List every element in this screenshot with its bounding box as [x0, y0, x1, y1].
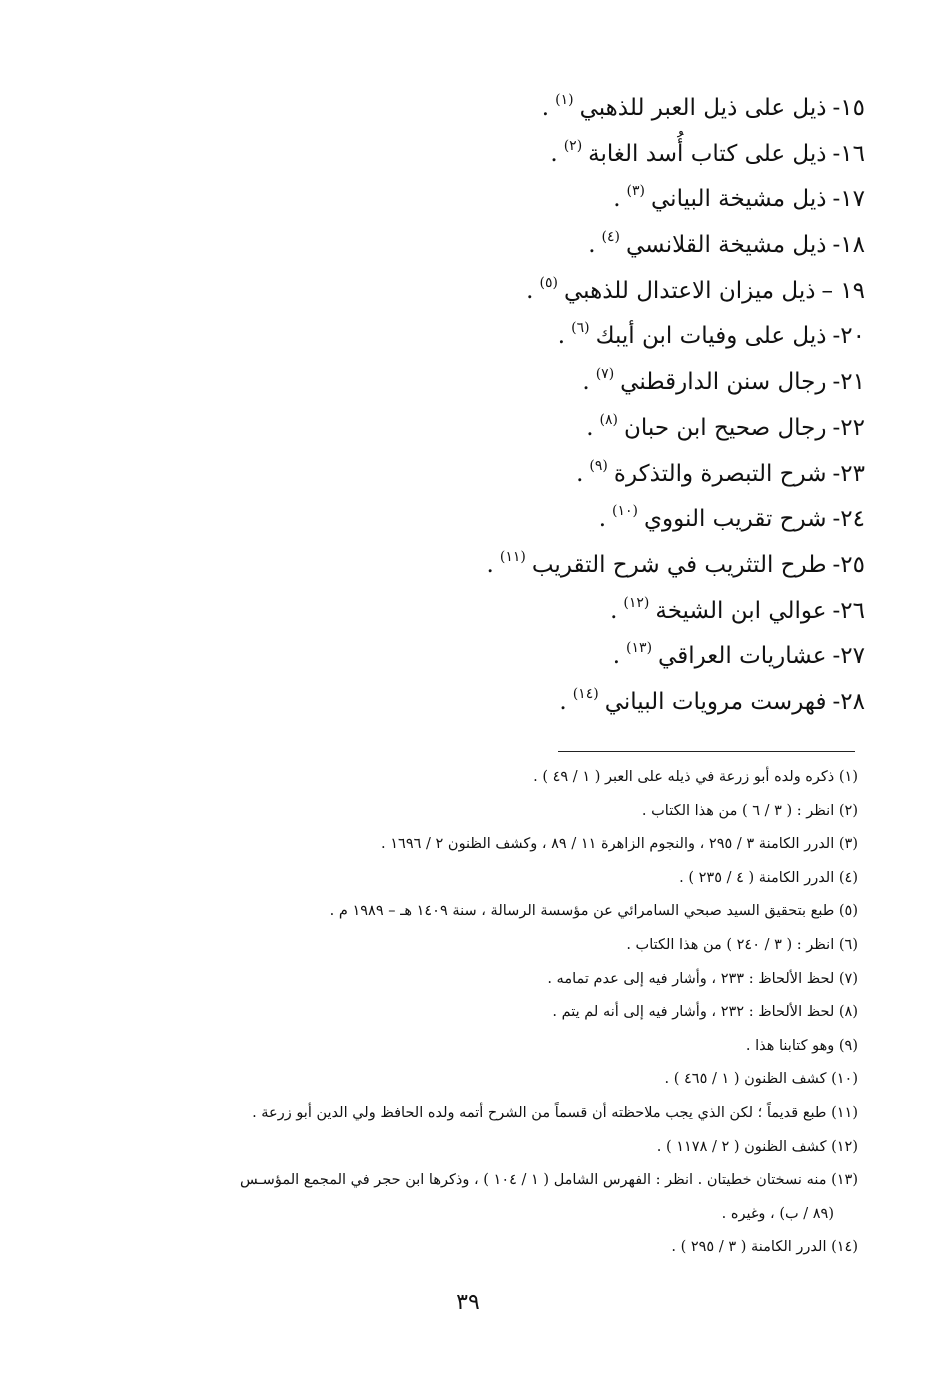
item-number: ١٦- [832, 140, 865, 167]
footnote: (٧) لحظ الألحاظ : ٢٣٣ ، وأشار فيه إلى عدم تمامه . [547, 970, 858, 987]
item-end: . [576, 460, 584, 487]
item-title: رجال سنن الدارقطني [620, 369, 827, 396]
item-number: ٢٨- [832, 688, 865, 715]
item-title: ذيل على كتاب أُسد الغابة [588, 140, 827, 167]
item-end: . [598, 506, 607, 533]
item-number: ٢٤- [832, 506, 865, 533]
item-number: ١٥- [832, 95, 865, 121]
item-end: . [613, 186, 621, 213]
footnote: (١) ذكره ولده أبو زرعة في ذيله على العبر ( ١ / ٤٩ ) . [533, 769, 858, 785]
list-item [405, 406, 865, 452]
item-end: . [612, 643, 621, 670]
item-end: . [550, 140, 558, 167]
item-number: ٢٦- [832, 597, 865, 624]
item-end: . [559, 688, 567, 715]
item-number: ٢٢- [832, 414, 865, 441]
list-item [405, 634, 865, 680]
footnote-ref: (٤) [601, 229, 620, 246]
item-title: ذيل على وفيات ابن أيبك [595, 323, 827, 350]
footnote-ref: (١٤) [572, 685, 599, 702]
list-item [405, 543, 865, 589]
footnote-ref: (١٣) [626, 640, 653, 657]
item-number: ٢٧- [832, 643, 865, 670]
list-item [405, 497, 865, 543]
list-item [405, 680, 865, 726]
footnote: (١٣) منه نسختان خطيتان . انظر : الفهرس الشامل ( ١ / ١٠٤ ) ، وذكرها ابن حجر في المجمع المؤسـس [239, 1172, 858, 1189]
footnote-ref: (١٠) [612, 503, 639, 520]
footnote-ref: (٦) [571, 320, 590, 337]
list-item [405, 314, 865, 360]
item-number: ٢١- [832, 369, 865, 396]
item-title: شرح تقريب النووي [644, 506, 827, 533]
list-item [405, 132, 865, 178]
footnote: (٢) انظر : ( ٣ / ٦ ) من هذا الكتاب . [641, 802, 858, 819]
footnote: (٨) لحظ الألحاظ : ٢٣٢ ، وأشار فيه إلى أنه لم يتم . [552, 1004, 858, 1021]
item-number: ١٧- [832, 186, 865, 213]
footnote: (٣) الدرر الكامنة ٣ / ٢٩٥ ، والنجوم الزاهرة ١١ / ٨٩ ، وكشف الظنون ٢ / ١٦٩٦ . [381, 836, 858, 853]
item-end: . [557, 323, 566, 350]
item-end: . [582, 369, 590, 396]
item-title: ذيل مشيخة القلانسي [626, 232, 827, 259]
item-title: فهرست مرويات البياني [604, 688, 827, 715]
item-end: . [526, 277, 534, 304]
footnote: (٥) طبع بتحقيق السيد صبحي السامرائي عن مؤسسة الرسالة ، سنة ١٤٠٩ هـ – ١٩٨٩ م . [329, 903, 858, 920]
item-title: رجال صحيح ابن حبان [624, 414, 827, 441]
footnote: (٤) الدرر الكامنة ( ٤ / ٢٣٥ ) . [679, 869, 858, 886]
list-item [405, 452, 865, 498]
item-number: ٢٣- [832, 460, 865, 487]
footnote-divider [558, 751, 855, 752]
footnote-ref: (٧) [595, 366, 615, 383]
footnote-ref: (١١) [499, 548, 526, 565]
item-title: عشاريات العراقي [658, 643, 827, 670]
list-item [405, 360, 865, 406]
footnote: (١٠) كشف الظنون ( ١ / ٤٦٥ ) . [664, 1071, 858, 1088]
item-end: . [610, 597, 618, 624]
list-item [405, 86, 865, 132]
item-title: شرح التبصرة والتذكرة [613, 460, 827, 487]
item-end: . [586, 414, 594, 441]
footnote-ref: (٥) [539, 274, 558, 291]
footnote-continuation: (٨٩ / ب) ، وغيره . [721, 1205, 834, 1222]
item-number: ١٨- [832, 232, 865, 259]
footnote-ref: (١) [555, 92, 574, 108]
footnote-ref: (١٢) [623, 594, 650, 611]
works-list [405, 86, 865, 726]
footnote-ref: (٩) [589, 457, 608, 474]
footnote: (٦) انظر : ( ٣ / ٢٤٠ ) من هذا الكتاب . [626, 936, 858, 953]
footnote: (٩) وهو كتابنا هذا . [745, 1037, 858, 1054]
item-title: عوالي ابن الشيخة [655, 597, 827, 624]
footnote: (١٤) الدرر الكامنة ( ٣ / ٢٩٥ ) . [671, 1239, 858, 1256]
footnote-ref: (٢) [563, 137, 583, 154]
item-end: . [588, 232, 596, 259]
item-title: ذيل على ذيل العبر للذهبي [579, 95, 827, 121]
footnote-ref: (٨) [599, 411, 618, 428]
item-title: طرح التثريب في شرح التقريب [531, 551, 827, 578]
footnote-ref: (٣) [626, 183, 645, 200]
item-title: ذيل ميزان الاعتدال للذهبي [563, 277, 816, 304]
footnote: (١٢) كشف الظنون ( ٢ / ١١٧٨ ) . [656, 1138, 858, 1155]
item-number: ١٩ – [821, 277, 865, 304]
footnotes [58, 761, 858, 1265]
page-number: ٣٩ [456, 1290, 480, 1315]
list-item [405, 589, 865, 635]
list-item [405, 223, 865, 269]
item-end: . [541, 95, 550, 121]
item-number: ٢٥- [832, 551, 865, 578]
item-end: . [486, 551, 494, 578]
item-title: ذيل مشيخة البياني [651, 186, 827, 213]
list-item [405, 269, 865, 315]
footnote: (١١) طبع قديماً ؛ لكن الذي يجب ملاحظته أن قسماً من الشرح أتمه ولده الحافظ ولي الدين أبو زرعة . [252, 1104, 858, 1121]
list-item [405, 177, 865, 223]
item-number: ٢٠- [832, 323, 865, 350]
